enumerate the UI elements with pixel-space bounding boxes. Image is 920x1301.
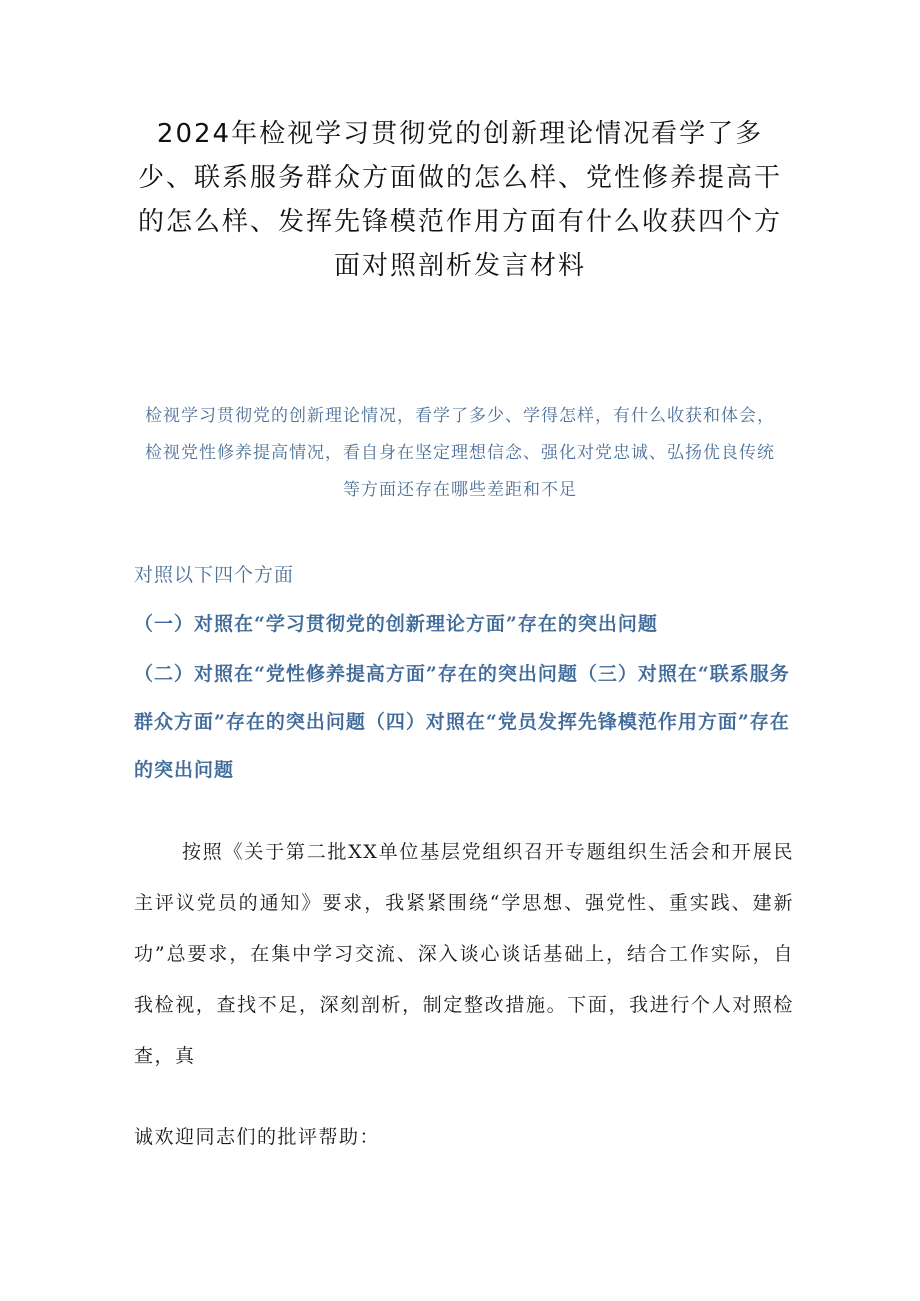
aspects-heading: 对照以下四个方面 <box>134 564 295 586</box>
aspect-item-2: （二）对照在“党性修养提高方面”存在的突出问题（三）对照在“联系服务群众方面”存在的突出问题（四）对照在“党员发挥先锋模范作用方面”存在的突出问题 <box>134 663 790 781</box>
body-paragraph: 按照《关于第二批XX单位基层党组织召开专题组织生活会和开展民主评议党员的通知》要求，我紧紧围绕“学思想、强党性、重实践、建新功”总要求，在集中学习交流、深入谈心谈话基础上，结合工作实际，自我检视，查找不足，深刻剖析，制定整改措施。下面，我进行个人对照检查，真 <box>134 841 794 1067</box>
document-summary: 检视学习贯彻党的创新理论情况，看学了多少、学得怎样，有什么收获和体会，检视党性修养提高情况，看自身在坚定理想信念、强化对党忠诚、弘扬优良传统等方面还存在哪些差距和不足 <box>145 406 775 500</box>
body-continuation: 诚欢迎同志们的批评帮助： <box>134 1126 381 1148</box>
document-title: 2024年检视学习贯彻党的创新理论情况看学了多少、联系服务群众方面做的怎么样、党性修养提高干的怎么样、发挥先锋模范作用方面有什么收获四个方面对照剖析发言材料 <box>137 119 782 281</box>
aspect-item-1: （一）对照在“学习贯彻党的创新理论方面”存在的突出问题 <box>134 613 658 635</box>
